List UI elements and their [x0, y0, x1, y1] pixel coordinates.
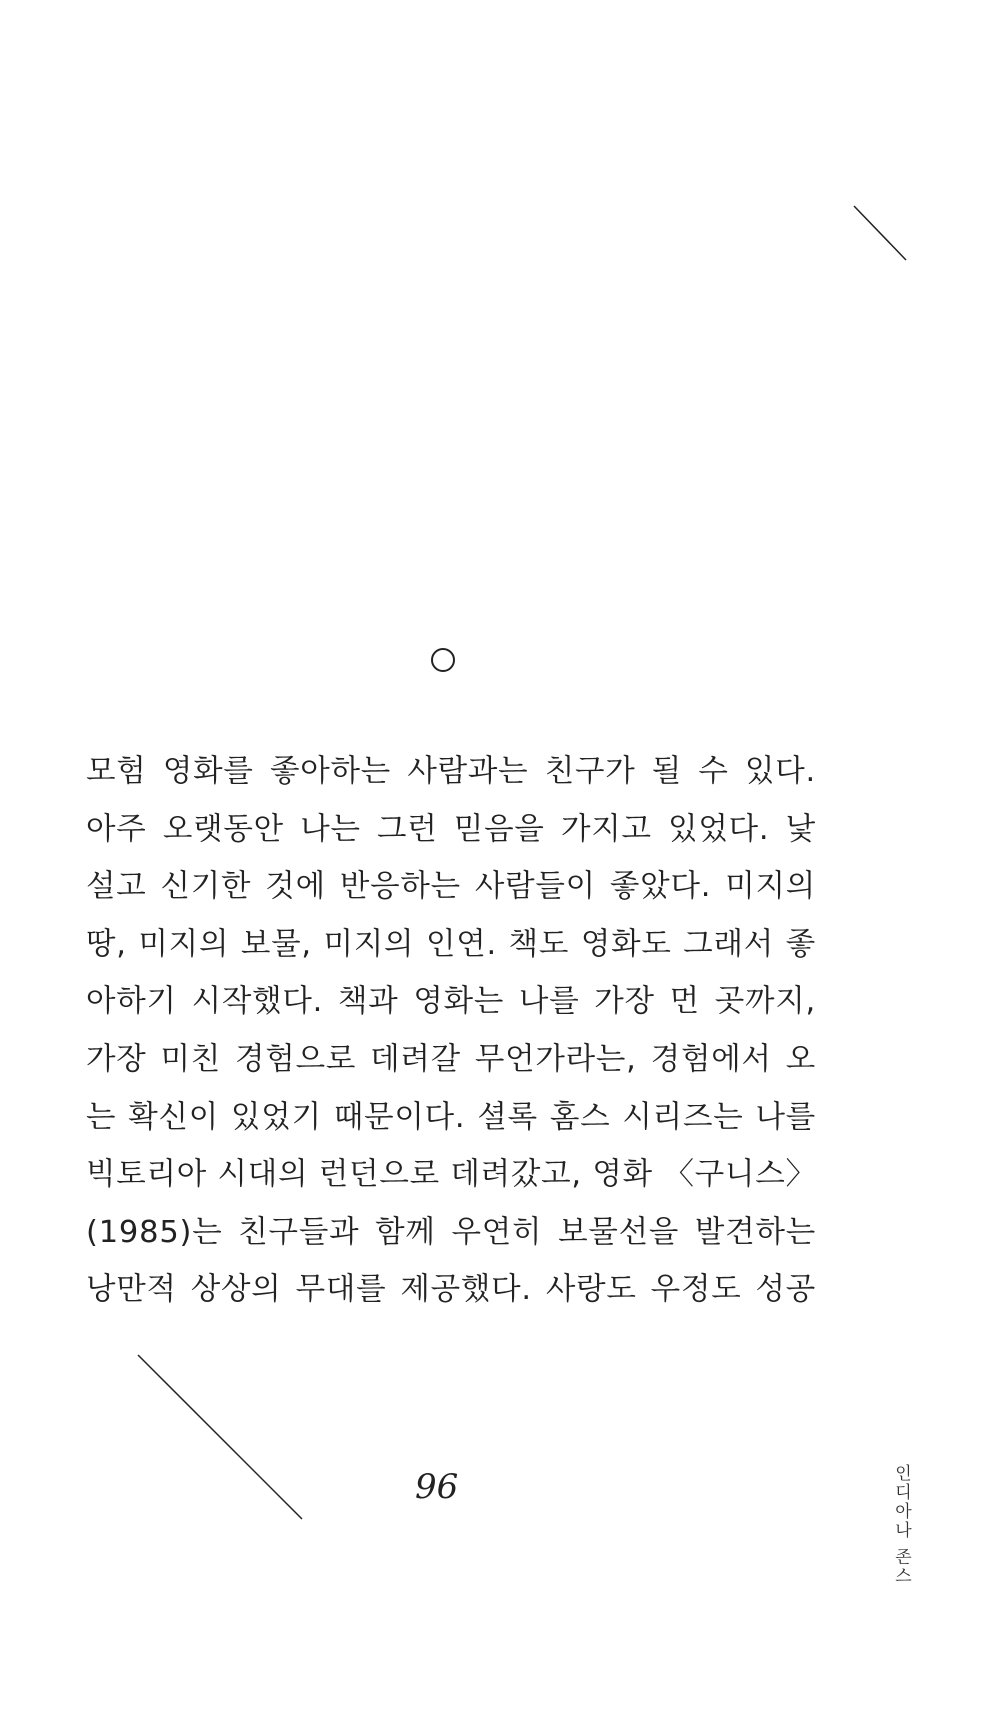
top-right-diagonal-line — [854, 206, 906, 260]
section-break-circle-icon — [431, 648, 455, 672]
text-line: 아주 오랫동안 나는 그런 믿음을 가지고 있었다. 낯 — [86, 811, 816, 847]
body-paragraph — [86, 743, 816, 1319]
text-line: 는 확신이 있었기 때문이다. 셜록 홈스 시리즈는 나를 — [86, 1099, 816, 1135]
text-line: 낭만적 상상의 무대를 제공했다. 사랑도 우정도 성공 — [86, 1272, 816, 1308]
text-line: (1985)는 친구들과 함께 우연히 보물선을 발견하는 — [86, 1214, 816, 1250]
text-line: 모험 영화를 좋아하는 사람과는 친구가 될 수 있다. — [86, 754, 816, 789]
text-line: 아하기 시작했다. 책과 영화는 나를 가장 먼 곳까지, — [86, 984, 816, 1020]
text-line: 가장 미친 경험으로 데려갈 무언가라는, 경험에서 오 — [86, 1041, 816, 1077]
text-line: 빅토리아 시대의 런던으로 데려갔고, 영화 〈구니스〉 — [86, 1157, 817, 1193]
text-line: 설고 신기한 것에 반응하는 사람들이 좋았다. 미지의 — [86, 869, 816, 905]
running-title: 인디아나 존스 — [891, 1464, 911, 1586]
page-number: 96 — [415, 1467, 459, 1507]
bottom-left-diagonal-line — [138, 1355, 302, 1519]
text-line: 땅, 미지의 보물, 미지의 인연. 책도 영화도 그래서 좋 — [86, 926, 816, 962]
